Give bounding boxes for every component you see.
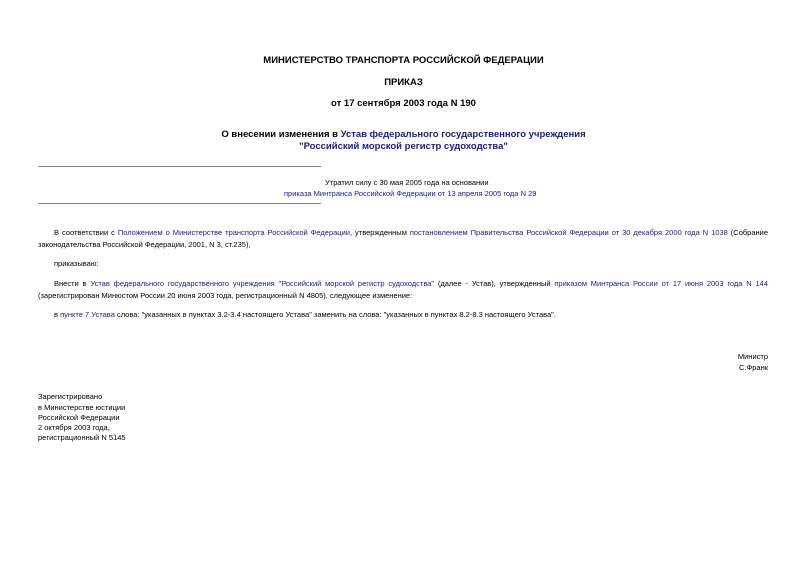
- document-title-line2: [0, 141, 807, 153]
- link-order-144[interactable]: приказом Минтранса России от 17 июня 2003 года N 144: [554, 279, 769, 288]
- p3-text-3: (зарегистрирован Минюстом России 20 июня 2003 года, регистрационный N 4805), следующее изменение:: [38, 290, 413, 300]
- link-clause-7[interactable]: пункте 7 Устава: [60, 310, 115, 319]
- link-ministry-regulation[interactable]: Положением о Министерстве транспорта Российской Федерации: [117, 228, 350, 237]
- divider-top: [38, 166, 321, 167]
- registration-line-4: 2 октября 2003 года,: [38, 423, 110, 432]
- registration-line-1: Зарегистрировано: [38, 392, 103, 401]
- paragraph-change: [38, 309, 768, 321]
- doc-type-heading: ПРИКАЗ: [384, 77, 423, 88]
- registration-line-5: регистрационный N 5145: [38, 433, 126, 442]
- p3-text-1: Внести в: [54, 279, 91, 288]
- title-prefix: О внесении изменения в: [221, 129, 341, 140]
- ministry-heading: МИНИСТЕРСТВО ТРАНСПОРТА РОССИЙСКОЙ ФЕДЕРАЦИИ: [263, 55, 544, 66]
- link-government-resolution[interactable]: постановлением Правительства Российской Федерации от 30 декабря 2000 года N 1038: [409, 228, 728, 237]
- paragraph-amend: [38, 278, 768, 301]
- registration-line-3: Российской Федерации: [38, 413, 120, 422]
- title-link-register[interactable]: "Российский морской регистр судоходства": [299, 141, 508, 152]
- p3-text-2: (далее - Устав), утвержденный: [434, 279, 555, 288]
- title-link-charter[interactable]: Устав федерального государственного учреждения: [340, 129, 586, 140]
- p4-text-1: в: [54, 310, 61, 319]
- p4-text-2: слова: "указанных в пунктах 3.2-3.4 настоящего Устава" заменить на слова: "указанных в пунктах 8.2-8.3 настоящего Устава".: [114, 310, 556, 319]
- paragraph-basis: [38, 227, 768, 250]
- divider-bottom: [38, 203, 321, 204]
- date-number-heading: от 17 сентября 2003 года N 190: [331, 98, 476, 109]
- link-charter[interactable]: Устав федерального государственного учреждения "Российский морской регистр судоходства": [90, 279, 435, 288]
- status-link-repeal-order[interactable]: приказа Минтранса Российской Федерации от 13 апреля 2005 года N 29: [284, 189, 537, 198]
- p1-text-3: (Собрание законодательства Российской Федерации, 2001, N 3, ст.235),: [38, 228, 769, 249]
- document-title: [0, 129, 807, 141]
- p1-text-1: В соответствии с: [54, 228, 118, 237]
- signature-name: С.Франк: [739, 363, 768, 372]
- paragraph-order: приказываю:: [54, 259, 99, 268]
- signature-position: Министр: [737, 352, 768, 361]
- registration-line-2: в Министерстве юстиции: [38, 403, 126, 412]
- status-line: Утратил силу с 30 мая 2005 года на основании: [325, 178, 489, 187]
- p1-text-2: , утвержденным: [349, 228, 410, 237]
